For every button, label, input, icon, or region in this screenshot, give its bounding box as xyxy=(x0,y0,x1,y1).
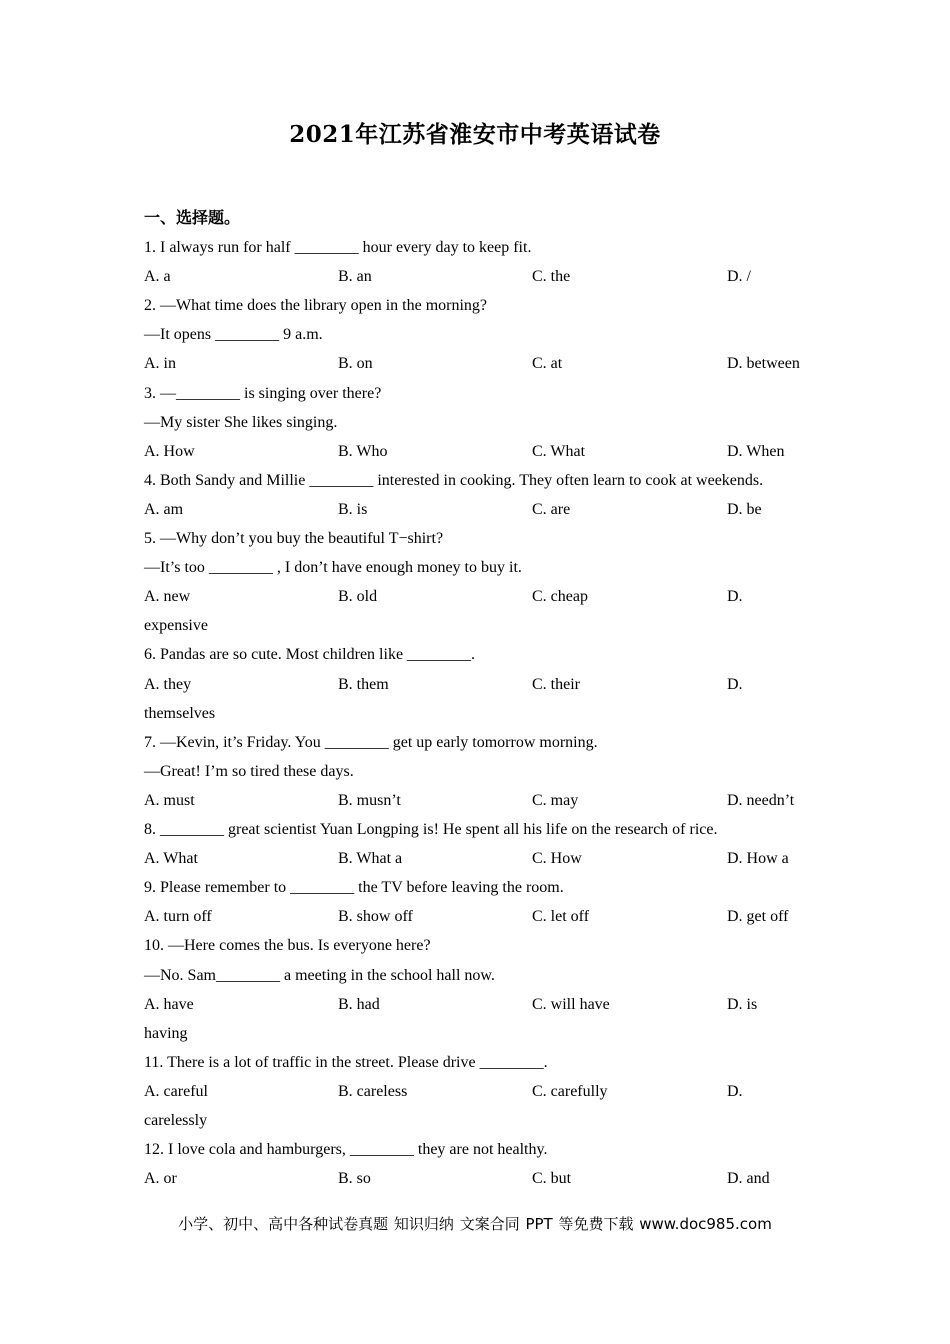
question-2-option: B. on xyxy=(338,355,373,373)
question-7-option: A. must xyxy=(144,791,195,809)
question-5-option: B. old xyxy=(338,588,378,606)
question-12-option: B. so xyxy=(338,1170,371,1188)
question-8-option: B. What a xyxy=(338,850,403,868)
question-4-option: D. be xyxy=(727,500,762,518)
question-5-line: —It’s too ________ , I don’t have enough money to buy it. xyxy=(144,559,522,577)
section-heading: 一、选择题。 xyxy=(144,208,241,227)
question-2-option: A. in xyxy=(144,355,176,373)
question-12-option: A. or xyxy=(144,1170,177,1188)
question-4-option: B. is xyxy=(338,500,368,518)
question-12-line: 12. I love cola and hamburgers, ________ they are not healthy. xyxy=(144,1141,548,1159)
question-9-option: B. show off xyxy=(338,908,413,926)
question-9-option: A. turn off xyxy=(144,908,212,926)
question-10-option: D. is xyxy=(727,995,758,1013)
question-6-line: 6. Pandas are so cute. Most children like ________. xyxy=(144,646,476,664)
question-8-line: 8. ________ great scientist Yuan Longping is! He spent all his life on the research of rice. xyxy=(144,821,718,838)
question-1-option: B. an xyxy=(338,268,372,286)
question-5-option: C. cheap xyxy=(532,588,588,606)
question-8-option: C. How xyxy=(532,850,582,868)
question-10-option: C. will have xyxy=(532,995,610,1013)
question-10-line: —No. Sam________ a meeting in the school hall now. xyxy=(144,966,495,984)
question-2-line: —It opens ________ 9 a.m. xyxy=(144,326,323,344)
question-11-line: 11. There is a lot of traffic in the street. Please drive ________. xyxy=(144,1053,548,1071)
question-9-line: 9. Please remember to ________ the TV before leaving the room. xyxy=(144,879,564,897)
question-6-option-continued: themselves xyxy=(144,704,216,722)
question-5-option-continued: expensive xyxy=(144,617,208,635)
question-3-option: A. How xyxy=(144,442,195,460)
footer-text: 小学、初中、高中各种试卷真题 知识归纳 文案合同 PPT 等免费下载 www.doc985.com xyxy=(178,1215,772,1233)
question-5-line: 5. —Why don’t you buy the beautiful T−shirt? xyxy=(144,530,444,547)
question-5-option: D. xyxy=(727,588,743,606)
question-9-option: D. get off xyxy=(727,908,789,926)
question-2-option: D. between xyxy=(727,355,800,373)
question-10-option: A. have xyxy=(144,995,194,1013)
question-3-line: —My sister She likes singing. xyxy=(144,413,338,431)
page-title: 2021年江苏省淮安市中考英语试卷 xyxy=(289,121,661,148)
question-8-option: A. What xyxy=(144,850,198,868)
question-11-option: C. carefully xyxy=(532,1082,608,1100)
question-12-option: D. and xyxy=(727,1170,770,1188)
question-7-option: B. musn’t xyxy=(338,791,401,809)
question-4-option: C. are xyxy=(532,500,571,518)
question-1-option: A. a xyxy=(144,268,171,286)
question-3-option: D. When xyxy=(727,442,785,460)
question-4-option: A. am xyxy=(144,500,184,518)
question-10-option-continued: having xyxy=(144,1024,188,1042)
question-1-option: C. the xyxy=(532,268,571,286)
question-2-option: C. at xyxy=(532,355,563,373)
question-6-option: B. them xyxy=(338,675,389,693)
question-5-option: A. new xyxy=(144,588,191,606)
question-2-line: 2. —What time does the library open in the morning? xyxy=(144,297,488,315)
question-4-line: 4. Both Sandy and Millie ________ interested in cooking. They often learn to cook at weekends. xyxy=(144,471,764,489)
question-9-option: C. let off xyxy=(532,908,590,926)
question-11-option-continued: carelessly xyxy=(144,1112,208,1129)
question-8-option: D. How a xyxy=(727,850,789,868)
question-3-option: B. Who xyxy=(338,442,388,460)
question-7-line: 7. —Kevin, it’s Friday. You ________ get up early tomorrow morning. xyxy=(144,733,598,751)
question-6-option: C. their xyxy=(532,675,580,693)
question-11-option: A. careful xyxy=(144,1082,208,1100)
question-3-line: 3. —________ is singing over there? xyxy=(144,384,382,402)
question-1-option: D. / xyxy=(727,268,751,286)
question-7-option: C. may xyxy=(532,791,579,809)
question-6-option: A. they xyxy=(144,675,192,693)
question-6-option: D. xyxy=(727,675,743,693)
question-10-option: B. had xyxy=(338,995,380,1013)
question-7-option: D. needn’t xyxy=(727,791,795,809)
question-7-line: —Great! I’m so tired these days. xyxy=(144,762,354,780)
question-3-option: C. What xyxy=(532,442,586,460)
question-11-option: D. xyxy=(727,1082,743,1100)
question-1-line: 1. I always run for half ________ hour every day to keep fit. xyxy=(144,239,532,256)
question-11-option: B. careless xyxy=(338,1082,408,1100)
question-10-line: 10. —Here comes the bus. Is everyone here? xyxy=(144,937,431,955)
question-12-option: C. but xyxy=(532,1170,572,1188)
